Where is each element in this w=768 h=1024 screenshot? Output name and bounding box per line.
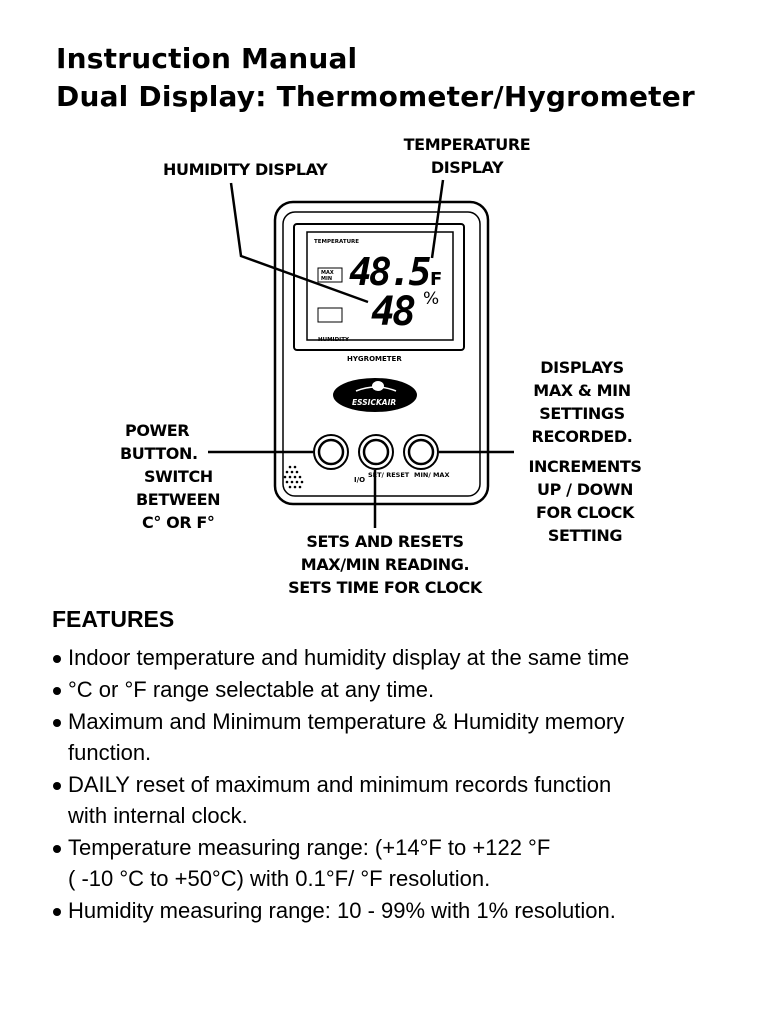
callout-line: UP / DOWN xyxy=(536,480,634,499)
increments-callout xyxy=(521,455,649,547)
set-reset-button[interactable] xyxy=(359,435,393,469)
feature-item xyxy=(50,706,750,768)
features-heading: FEATURES xyxy=(52,606,175,632)
feature-line: function. xyxy=(68,740,152,765)
feature-line: Indoor temperature and humidity display at the same time xyxy=(68,645,630,670)
brand-logo xyxy=(333,378,417,412)
displays-max-min-callout xyxy=(522,356,642,448)
callout-line: FOR CLOCK xyxy=(536,503,634,522)
feature-line: Humidity measuring range: 10 - 99% with 1% resolution. xyxy=(68,898,616,923)
feature-line: ( -10 °C to +50°C) with 0.1°F/ °F resolution. xyxy=(68,866,491,891)
temperature-display-callout xyxy=(398,133,536,179)
lcd-humidity-unit: % xyxy=(423,289,440,309)
callout-line: DISPLAY xyxy=(430,158,504,177)
model-label: HYGROMETER xyxy=(347,355,402,363)
callout-line: SETTINGS xyxy=(539,404,625,423)
feature-item xyxy=(50,674,750,705)
power-button-callout xyxy=(120,419,220,534)
feature-line: with internal clock. xyxy=(68,803,248,828)
power-button[interactable] xyxy=(314,435,348,469)
callout-line: RECORDED. xyxy=(531,427,633,446)
lcd-temperature-value: 48.5 xyxy=(349,250,429,294)
sets-resets-callout xyxy=(270,530,500,599)
callout-line: C° OR F° xyxy=(142,513,215,532)
brand-name: ESSICKAIR xyxy=(352,398,397,407)
callout-line: SETTING xyxy=(547,526,623,545)
product-subtitle: Dual Display: Thermometer/Hygrometer xyxy=(56,80,695,113)
callout-line: SWITCH xyxy=(144,467,213,486)
humidity-display-callout: HUMIDITY DISPLAY xyxy=(163,160,328,179)
set-reset-button-label: SET/ RESET xyxy=(368,471,410,479)
manual-title: Instruction Manual xyxy=(56,42,358,75)
callout-line: INCREMENTS xyxy=(528,457,642,476)
feature-item xyxy=(50,832,750,894)
callout-line: TEMPERATURE xyxy=(403,135,531,154)
features-list xyxy=(50,642,750,927)
lcd-max-label: MAX xyxy=(321,270,334,276)
callout-line: SETS AND RESETS xyxy=(306,532,464,551)
callout-line: POWER xyxy=(125,421,190,440)
lcd-humidity-label: HUMIDITY xyxy=(318,337,349,343)
callout-line: BETWEEN xyxy=(136,490,221,509)
feature-line: Temperature measuring range: (+14°F to +122 °F xyxy=(68,835,551,860)
feature-item xyxy=(50,769,750,831)
feature-line: °C or °F range selectable at any time. xyxy=(68,677,435,702)
feature-item xyxy=(50,895,750,926)
lcd-min-label: MIN xyxy=(321,276,333,282)
callout-line: BUTTON. xyxy=(120,444,198,463)
callout-line: SETS TIME FOR CLOCK xyxy=(288,578,482,597)
lcd-temperature-label: TEMPERATURE xyxy=(314,239,360,245)
callout-line: MAX/MIN READING. xyxy=(300,555,470,574)
lcd-humidity-value: 48 xyxy=(371,289,414,335)
min-max-button[interactable] xyxy=(404,435,438,469)
feature-line: DAILY reset of maximum and minimum records function xyxy=(68,772,612,797)
min-max-button-label: MIN/ MAX xyxy=(414,471,450,479)
lcd-temperature-unit: F xyxy=(430,269,443,290)
feature-item xyxy=(50,642,750,673)
feature-line: Maximum and Minimum temperature & Humidity memory xyxy=(68,709,625,734)
callout-line: DISPLAYS xyxy=(540,358,624,377)
power-button-label: I/O xyxy=(354,476,366,484)
callout-line: MAX & MIN xyxy=(533,381,631,400)
